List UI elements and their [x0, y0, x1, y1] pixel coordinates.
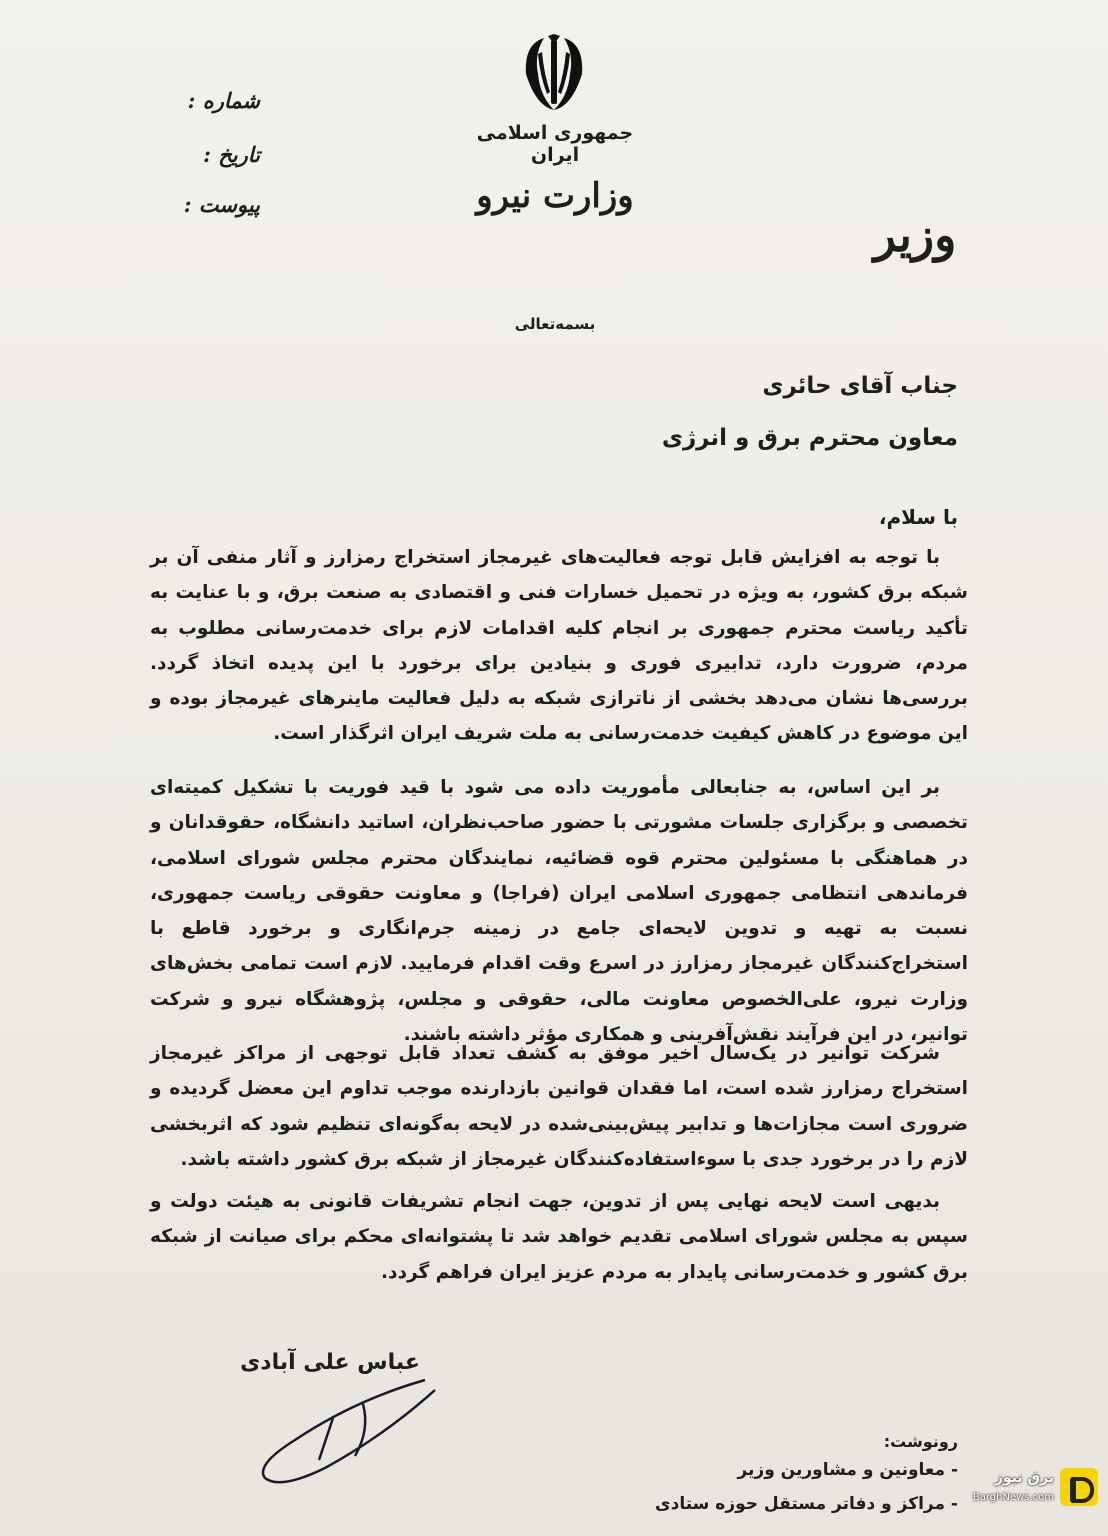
addressee-title: معاون محترم برق و انرژی	[661, 425, 958, 451]
iran-emblem-icon	[514, 34, 594, 118]
republic-title: جمهوری اسلامی ایران	[476, 122, 634, 166]
signature-icon	[235, 1360, 455, 1490]
minister-title: وزیر	[873, 208, 957, 262]
body-paragraph-4	[150, 1184, 968, 1290]
basmala: بسمه‌تعالی	[514, 315, 596, 333]
watermark	[972, 1464, 1102, 1520]
cc-list	[655, 1460, 958, 1528]
cc-item: - مراکز و دفاتر مستقل حوزه ستادی	[655, 1494, 958, 1514]
salutation: با سلام،	[878, 505, 958, 529]
addressee-name: جناب آقای حائری	[762, 373, 958, 399]
barghnews-logo-icon	[1060, 1468, 1098, 1506]
ministry-title: وزارت نیرو	[476, 176, 634, 216]
body-paragraph-2	[150, 770, 968, 1052]
paragraph-text: بدیهی است لایحه نهایی پس از تدوین، جهت انجام تشریفات قانونی به هیئت دولت و سپس به مجلس شورای اسلامی تقدیم خواهد شد تا پشتوانه‌ای محکم برای صیانت از شبکه برق کشور و خدمت‌رسانی پایدار به مردم عزیز ایران فراهم گردد.	[150, 1191, 968, 1283]
cc-item: - معاونین و مشاورین وزیر	[737, 1460, 958, 1480]
number-label: شماره :	[187, 88, 260, 113]
date-label: تاریخ :	[203, 142, 260, 167]
paragraph-text: بر این اساس، به جنابعالی مأموریت داده می شود با قید فوریت با تشکیل کمیته‌ای تخصصی و برگزاری جلسات مشورتی با حضور صاحب‌نظران، اساتید دانشگاه، حقوقدانان و در هماهنگی با مسئولین محترم قوه قضائیه، نمایندگان محترم مجلس شورای اسلامی، فرماندهی انتظامی جمهوری اسلامی ایران (فراجا) و معاونت حقوقی ریاست جمهوری، نسبت به تهیه و تدوین لایحه‌ای جامع در زمینه جرم‌انگاری و برخورد قاطع با استخراج‌کنندگان غیرمجاز رمزارز در اسرع وقت اقدام فرمایید. لازم است تمامی بخش‌های وزارت نیرو، علی‌الخصوص معاونت مالی، حقوقی و مجلس، پژوهشگاه نیرو و شرکت توانیر، در این فرآیند نقش‌آفرینی و همکاری مؤثر داشته باشند.	[150, 777, 968, 1046]
signer-name: عباس علی آبادی	[240, 1350, 420, 1375]
body-paragraph-1	[150, 540, 968, 752]
watermark-url: BarghNews.com	[972, 1492, 1054, 1503]
paragraph-text: شرکت توانیر در یک‌سال اخیر موفق به کشف تعداد قابل توجهی از مراکز غیرمجاز استخراج رمزارز شده است، اما فقدان قوانین بازدارنده موجب تداوم این معضل گردیده و ضروری است مجازات‌ها و تدابیر پیش‌بینی‌شده در لایحه به‌گونه‌ای تنظیم شود که اثربخشی لازم را در برخورد جدی با سوءاستفاده‌کنندگان غیرمجاز از شبکه برق کشور داشته باشد.	[150, 1043, 968, 1170]
watermark-name: برق نیوز	[994, 1470, 1054, 1486]
paragraph-text: با توجه به افزایش قابل توجه فعالیت‌های غیرمجاز استخراج رمزارز و آثار منفی آن بر شبکه برق کشور، به ویژه در تحمیل خسارات فنی و اقتصادی به صنعت برق، و با عنایت به تأکید ریاست محترم جمهوری بر انجام کلیه اقدامات لازم برای خدمت‌رسانی مطلوب به مردم، ضرورت دارد، تدابیری فوری و بنیادین برای برخورد با این پدیده اتخاذ گردد. بررسی‌ها نشان می‌دهد بخشی از ناترازی شبکه به دلیل فعالیت ماینرهای غیرمجاز بوده و این موضوع در کاهش کیفیت خدمت‌رسانی به ملت شریف ایران اثرگذار است.	[150, 547, 968, 745]
cc-label: رونوشت:	[883, 1432, 958, 1451]
attachment-label: پیوست :	[183, 192, 260, 217]
body-paragraph-3	[150, 1036, 968, 1177]
